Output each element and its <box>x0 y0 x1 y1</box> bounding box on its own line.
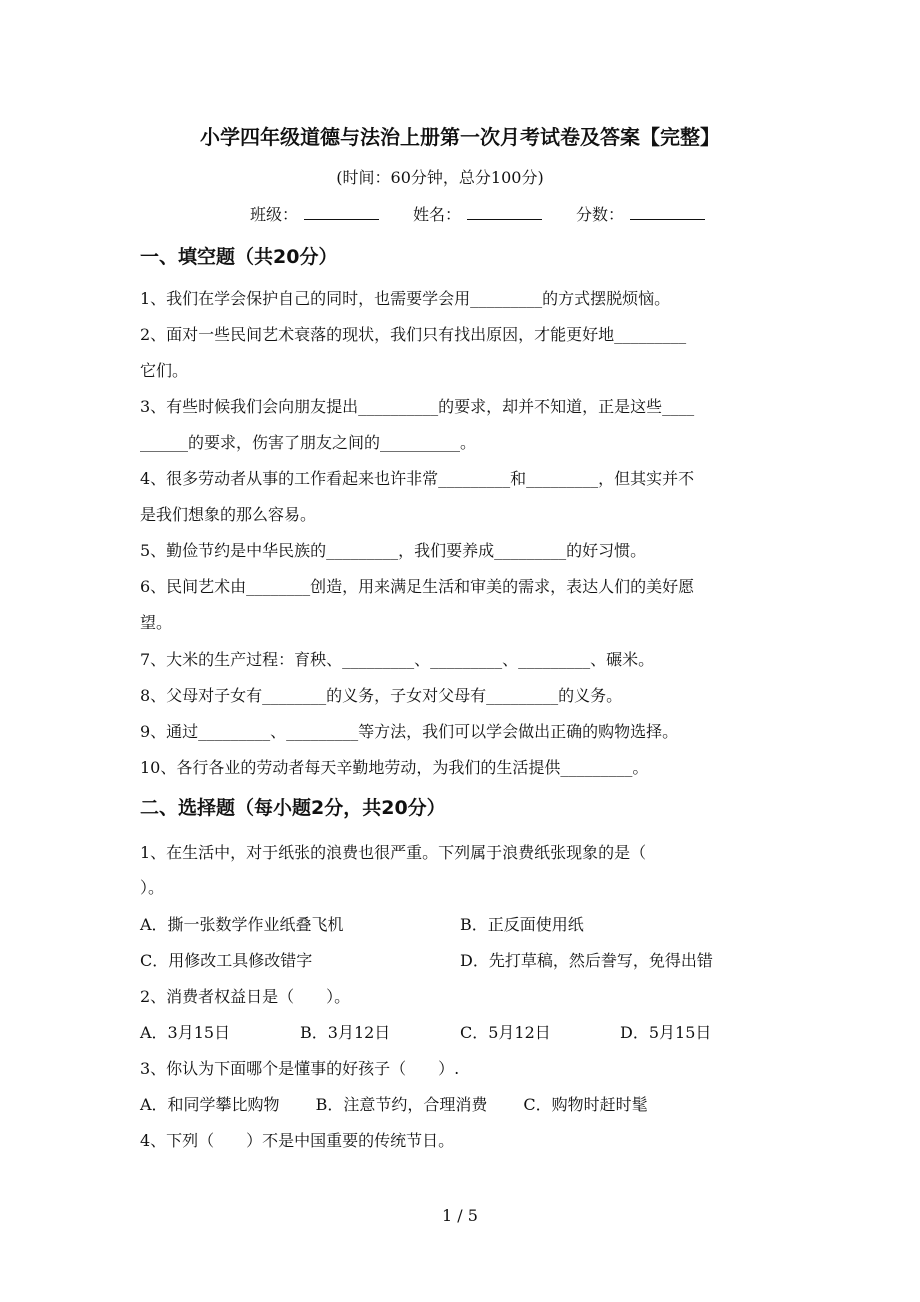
choice-question-1-end: ）。 <box>140 878 165 897</box>
question-1-options-row-1 <box>140 914 584 936</box>
exam-subtitle: (时间：60分钟，总分100分) <box>336 168 544 187</box>
question-line: 10、各行各业的劳动者每天辛勤地劳动，为我们的生活提供_________。 <box>140 758 649 777</box>
question-line: 5、勤俭节约是中华民族的_________，我们要养成_________的好习惯。 <box>140 541 647 560</box>
question-2-options <box>140 1022 711 1044</box>
question-1-options-row-2 <box>140 950 713 972</box>
question-line: 是我们想象的那么容易。 <box>140 505 317 524</box>
question-line: 7、大米的生产过程：育秧、_________、_________、_________、碾米。 <box>140 650 655 669</box>
choice-question-2: 2、消费者权益日是（ ）。 <box>140 987 351 1006</box>
option-a[interactable]: A．3月15日 <box>140 1023 231 1042</box>
option-c[interactable]: C．用修改工具修改错字 <box>140 951 313 970</box>
score-blank[interactable] <box>630 203 705 220</box>
name-label: 姓名： <box>413 205 462 224</box>
question-line: ______的要求，伤害了朋友之间的__________。 <box>140 433 477 452</box>
question-line: 2、面对一些民间艺术衰落的现状，我们只有找出原因，才能更好地_________ <box>140 325 687 344</box>
page-number: 1 / 5 <box>442 1206 478 1225</box>
option-b[interactable]: B．3月12日 <box>300 1023 391 1042</box>
question-line: 8、父母对子女有________的义务，子女对父母有_________的义务。 <box>140 686 623 705</box>
section2-heading: 二、选择题（每小题2分，共20分） <box>140 797 446 819</box>
question-line: 1、我们在学会保护自己的同时，也需要学会用_________的方式摆脱烦恼。 <box>140 289 671 308</box>
option-c[interactable]: C．5月12日 <box>460 1023 551 1042</box>
choice-question-3: 3、你认为下面哪个是懂事的好孩子（ ）. <box>140 1059 460 1078</box>
class-label: 班级： <box>250 205 299 224</box>
question-line: 6、民间艺术由________创造，用来满足生活和审美的需求，表达人们的美好愿 <box>140 577 695 596</box>
score-label: 分数： <box>576 205 625 224</box>
name-blank[interactable] <box>467 203 542 220</box>
student-info <box>250 203 739 226</box>
question-3-options <box>140 1094 684 1116</box>
page-title: 小学四年级道德与法治上册第一次月考试卷及答案【完整】 <box>200 125 720 149</box>
question-line: 3、有些时候我们会向朋友提出__________的要求，却并不知道，正是这些____ <box>140 397 695 416</box>
class-blank[interactable] <box>304 203 379 220</box>
choice-question-4: 4、下列（ ）不是中国重要的传统节日。 <box>140 1131 455 1150</box>
question-line: 9、通过_________、_________等方法，我们可以学会做出正确的购物选择。 <box>140 722 679 741</box>
option-b[interactable]: B．注意节约，合理消费 <box>315 1095 488 1114</box>
section1-heading: 一、填空题（共20分） <box>140 246 338 268</box>
option-d[interactable]: D．5月15日 <box>620 1023 712 1042</box>
option-a[interactable]: A．和同学攀比购物 <box>140 1095 280 1114</box>
question-line: 望。 <box>140 613 173 632</box>
option-c[interactable]: C．购物时赶时髦 <box>523 1095 648 1114</box>
question-line: 4、很多劳动者从事的工作看起来也许非常_________和_________，但其实并不 <box>140 469 695 488</box>
option-a[interactable]: A．撕一张数学作业纸叠飞机 <box>140 915 344 934</box>
option-d[interactable]: D．先打草稿，然后誊写，免得出错 <box>460 951 713 970</box>
option-b[interactable]: B．正反面使用纸 <box>460 915 584 934</box>
question-line: 它们。 <box>140 361 189 380</box>
choice-question-1: 1、在生活中，对于纸张的浪费也很严重。下列属于浪费纸张现象的是（ <box>140 843 647 862</box>
